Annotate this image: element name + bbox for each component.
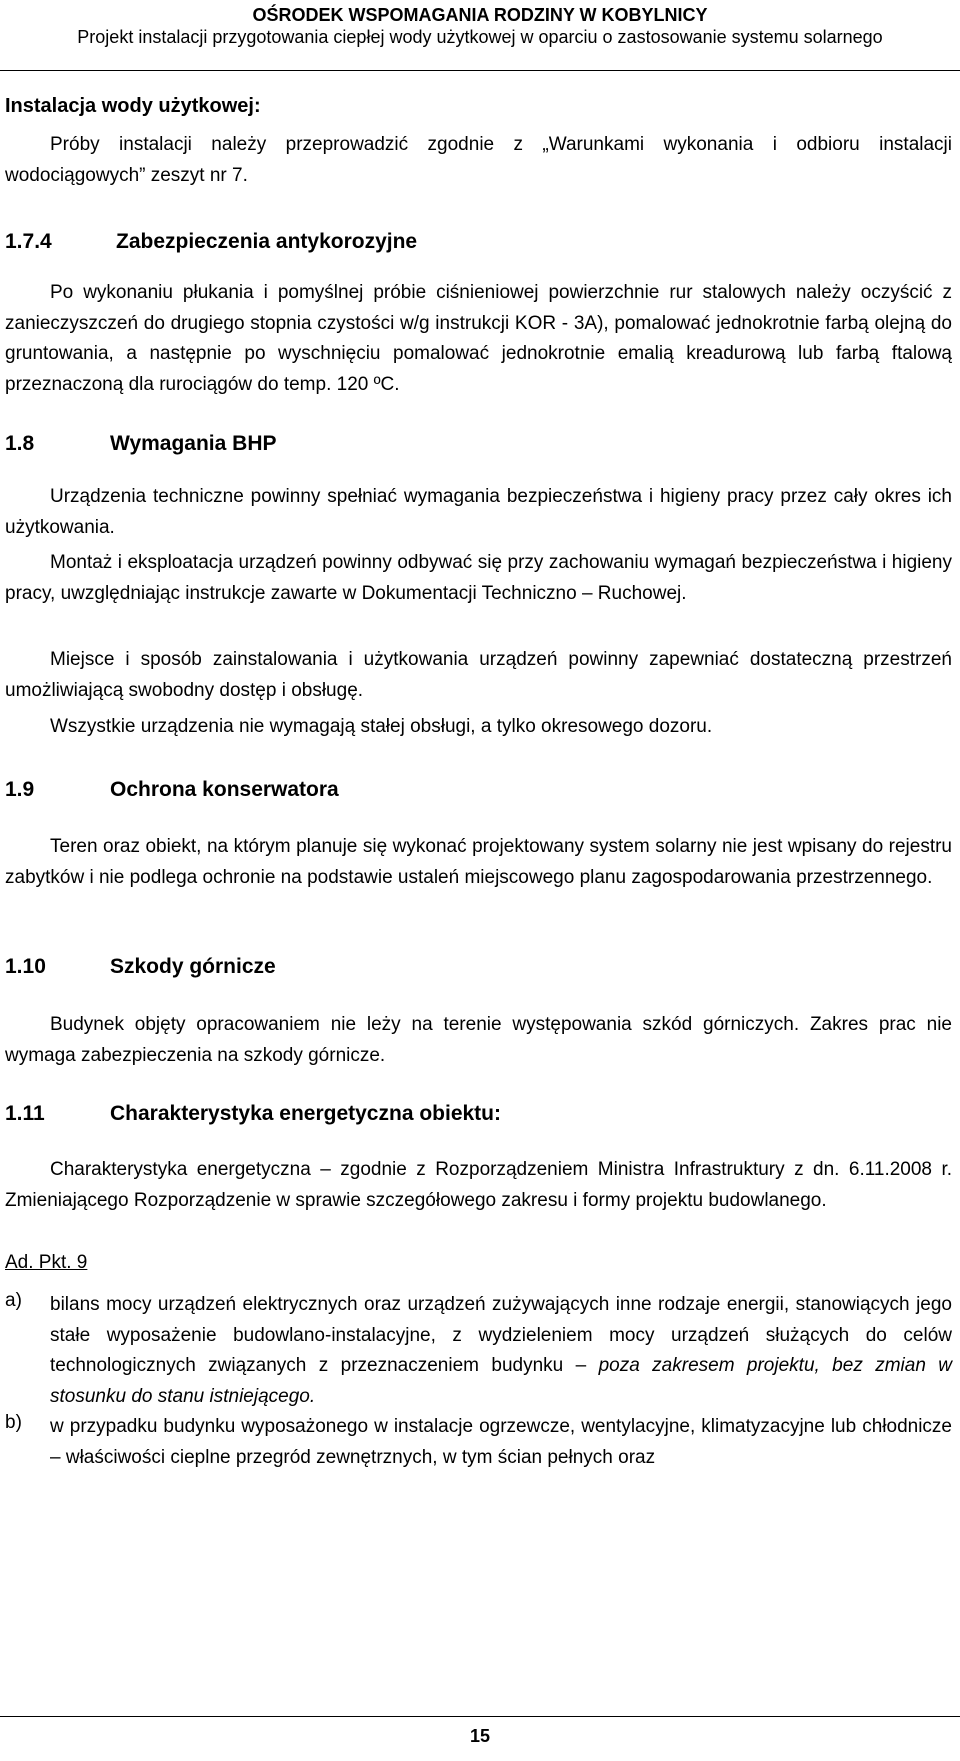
organization-name: OŚRODEK WSPOMAGANIA RODZINY W KOBYLNICY bbox=[252, 5, 708, 25]
section-number: 1.8 bbox=[5, 432, 35, 455]
section-title-conservator: Ochrona konserwatora bbox=[110, 778, 339, 801]
corrosion-paragraph: Po wykonaniu płukania i pomyślnej próbie ciśnieniowej powierzchnie rur stalowych należy oczyścić z zanieczyszczeń do drugiego stopnia czystości w/g instrukcji KOR - 3A), pomalować jednokrotnie farbą olejną do gruntowania, a następnie po wyschnięciu pomalować jednokrotnie emalią kreadurową lub farbą ftalową przeznaczoną dla rurociągów do temp. 120 ºC. bbox=[5, 282, 952, 395]
bhp-paragraph: Miejsce i sposób zainstalowania i użytkowania urządzeń powinny zapewniać dostateczną przestrzeń umożliwiającą swobodny dostęp i obsługę. bbox=[5, 649, 952, 701]
list-item-text: w przypadku budynku wyposażonego w instalacje ogrzewcze, wentylacyjne, klimatyzacyjne lub chłodnicze – właściwości cieplne przegród zewnętrznych, w tym ścian pełnych oraz bbox=[50, 1416, 952, 1468]
page-header bbox=[0, 4, 960, 48]
list-item-text: bilans mocy urządzeń elektrycznych oraz urządzeń zużywających inne rodzaje energii, stanowiących jego stałe wyposażenie budowlano-instalacyjne, z wydzieleniem mocy urządzeń służących do celów technologicznych związanych z przeznaczeniem budynku – bbox=[50, 1294, 952, 1376]
footer-divider bbox=[0, 1716, 960, 1717]
bhp-paragraph: Wszystkie urządzenia nie wymagają stałej obsługi, a tylko okresowego dozoru. bbox=[50, 716, 713, 737]
project-title: Projekt instalacji przygotowania ciepłej wody użytkowej w oparciu o zastosowanie systemu solarnego bbox=[77, 27, 883, 47]
section-title-mining-damage: Szkody górnicze bbox=[110, 955, 276, 978]
header-divider bbox=[0, 70, 960, 71]
section-number: 1.7.4 bbox=[5, 230, 52, 253]
list-item-label: b) bbox=[5, 1412, 22, 1433]
mining-damage-paragraph: Budynek objęty opracowaniem nie leży na terenie występowania szkód górniczych. Zakres prac nie wymaga zabezpieczenia na szkody górnicze. bbox=[5, 1014, 952, 1066]
energy-paragraph: Charakterystyka energetyczna – zgodnie z Rozporządzeniem Ministra Infrastruktury z dn. 6.11.2008 r. Zmieniającego Rozporządzenie w sprawie szczegółowego zakresu i formy projektu budowlanego. bbox=[5, 1159, 952, 1211]
conservator-paragraph: Teren oraz obiekt, na którym planuje się wykonać projektowany system solarny nie jest wpisany do rejestru zabytków i nie podlega ochronie na podstawie ustaleń miejscowego planu zagospodarowania przestrzennego. bbox=[5, 836, 952, 888]
list-item-label: a) bbox=[5, 1290, 22, 1311]
bhp-paragraph: Urządzenia techniczne powinny spełniać wymagania bezpieczeństwa i higieny pracy przez cały okres ich użytkowania. bbox=[5, 486, 952, 538]
list-item bbox=[50, 1290, 952, 1412]
reference-label: Ad. Pkt. 9 bbox=[5, 1252, 88, 1273]
water-installation-text: Próby instalacji należy przeprowadzić zgodnie z „Warunkami wykonania i odbioru instalacji wodociągowych” zeszyt nr 7. bbox=[5, 134, 952, 186]
list-item-italic-note: poza zakresem projektu, bez zmian w stosunku do stanu istniejącego. bbox=[50, 1355, 952, 1407]
page-number: 15 bbox=[469, 1726, 491, 1746]
section-number: 1.11 bbox=[5, 1102, 45, 1125]
water-installation-heading: Instalacja wody użytkowej: bbox=[5, 95, 261, 117]
bhp-paragraph: Montaż i eksploatacja urządzeń powinny odbywać się przy zachowaniu wymagań bezpieczeństwa i higieny pracy, uwzględniając instrukcje zawarte w Dokumentacji Techniczno – Ruchowej. bbox=[5, 552, 952, 604]
section-number: 1.10 bbox=[5, 955, 46, 978]
section-title-energy: Charakterystyka energetyczna obiektu: bbox=[110, 1102, 501, 1125]
section-title-corrosion: Zabezpieczenia antykorozyjne bbox=[116, 230, 418, 253]
section-title-bhp: Wymagania BHP bbox=[110, 432, 277, 455]
section-number: 1.9 bbox=[5, 778, 35, 801]
